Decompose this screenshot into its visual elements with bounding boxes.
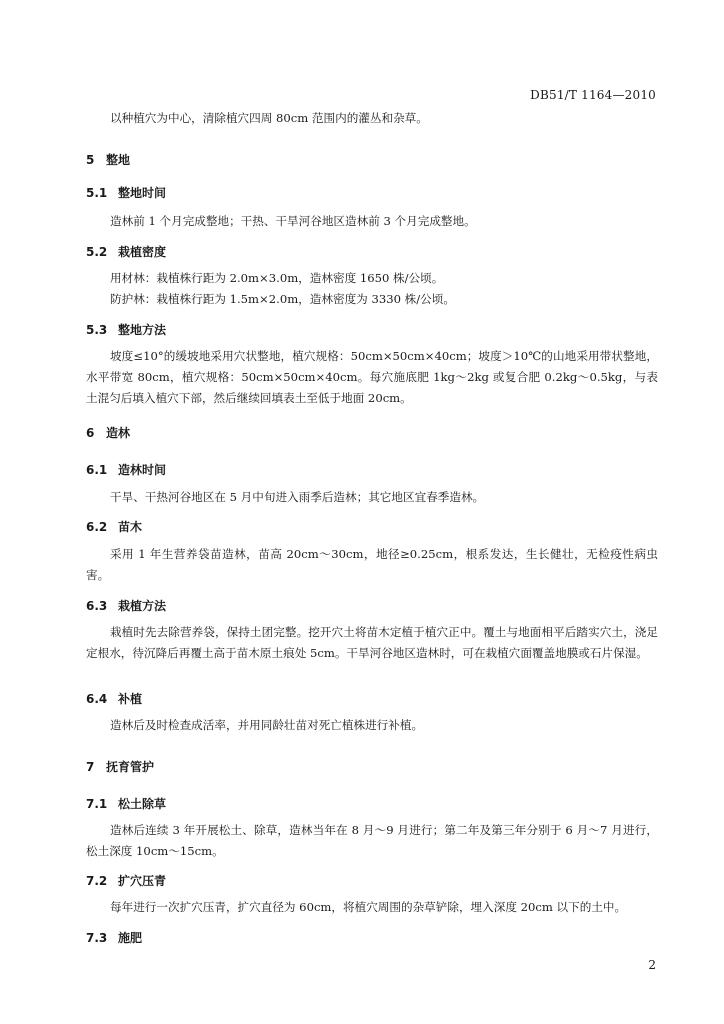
- section-number: 7: [86, 760, 95, 774]
- paragraph-6-4: 造林后及时检查成活率，并用同龄壮苗对死亡植株进行补植。: [110, 718, 424, 732]
- section-title: 栽植方法: [118, 599, 167, 613]
- section-title: 造林时间: [118, 463, 167, 477]
- section-number: 6.2: [86, 520, 108, 534]
- section-title: 整地时间: [118, 186, 167, 200]
- section-title: 栽植密度: [118, 245, 167, 259]
- section-number: 7.1: [86, 797, 108, 811]
- section-6-1-heading: [86, 461, 166, 478]
- section-7-1-heading: [86, 795, 166, 812]
- section-title: 扩穴压青: [118, 874, 167, 888]
- section-number: 5.3: [86, 323, 108, 337]
- paragraph-5-2-timber: 用材林：栽植株行距为 2.0m×3.0m，造林密度 1650 株/公顷。: [110, 271, 444, 285]
- page-number: 2: [648, 958, 656, 972]
- section-5-1-heading: [86, 184, 166, 201]
- section-title: 整地: [106, 153, 131, 167]
- section-title: 苗木: [118, 520, 143, 534]
- paragraph-5-3: 坡度≤10°的缓坡地采用穴状整地，植穴规格：50cm×50cm×40cm；坡度＞10℃的山地采用带状整地，水平带宽 80cm，植穴规格：50cm×50cm×40cm。每穴施底肥 1kg～2kg 或复合肥 0.2kg～0.5kg，与表土混匀后填入植穴下部，然后继续回填表土至低于地面 20cm。: [86, 349, 658, 405]
- intro-paragraph: 以种植穴为中心，清除植穴四周 80cm 范围内的灌丛和杂草。: [110, 111, 428, 125]
- section-number: 6.3: [86, 599, 108, 613]
- paragraph-6-1: 干旱、干热河谷地区在 5 月中旬进入雨季后造林；其它地区宜春季造林。: [110, 490, 485, 504]
- section-title: 补植: [118, 692, 143, 706]
- section-6-heading: [86, 424, 130, 441]
- section-5-3-heading: [86, 321, 166, 338]
- section-title: 造林: [106, 426, 131, 440]
- section-6-4-heading: [86, 690, 142, 707]
- paragraph-6-3: 栽植时先去除营养袋，保持土团完整。挖开穴土将苗木定植于植穴正中。覆土与地面相平后踏实穴土，浇足定根水，待沉降后再覆土高于苗木原土痕处 5cm。干旱河谷地区造林时，可在栽植穴面覆盖地膜或石片保湿。: [86, 625, 658, 660]
- section-number: 6.1: [86, 463, 108, 477]
- paragraph-7-2: 每年进行一次扩穴压青，扩穴直径为 60cm，将植穴周围的杂草铲除，埋入深度 20cm 以下的土中。: [110, 900, 627, 914]
- section-title: 整地方法: [118, 323, 167, 337]
- paragraph-5-1: 造林前 1 个月完成整地；干热、干旱河谷地区造林前 3 个月完成整地。: [110, 214, 476, 228]
- section-5-2-heading: [86, 243, 166, 260]
- section-title: 抚育管护: [106, 760, 155, 774]
- section-number: 5.1: [86, 186, 108, 200]
- paragraph-5-2-protection: 防护林：栽植株行距为 1.5m×2.0m，造林密度为 3330 株/公顷。: [110, 292, 455, 306]
- section-7-heading: [86, 758, 154, 775]
- section-number: 5.2: [86, 245, 108, 259]
- standard-code-header: DB51/T 1164—2010: [530, 88, 656, 102]
- paragraph-6-2: 采用 1 年生营养袋苗造林，苗高 20cm～30cm，地径≥0.25cm，根系发达，生长健壮，无检疫性病虫害。: [86, 547, 658, 582]
- paragraph-7-1: 造林后连续 3 年开展松土、除草，造林当年在 8 月～9 月进行；第二年及第三年分别于 6 月～7 月进行，松土深度 10cm～15cm。: [86, 823, 658, 858]
- section-number: 6.4: [86, 692, 108, 706]
- section-title: 施肥: [118, 931, 143, 945]
- section-number: 7.2: [86, 874, 108, 888]
- section-number: 5: [86, 153, 95, 167]
- section-6-2-heading: [86, 518, 142, 535]
- section-6-3-heading: [86, 597, 166, 614]
- section-title: 松土除草: [118, 797, 167, 811]
- section-number: 7.3: [86, 931, 108, 945]
- section-7-2-heading: [86, 872, 166, 889]
- section-7-3-heading: [86, 929, 142, 946]
- section-5-heading: [86, 151, 130, 168]
- section-number: 6: [86, 426, 95, 440]
